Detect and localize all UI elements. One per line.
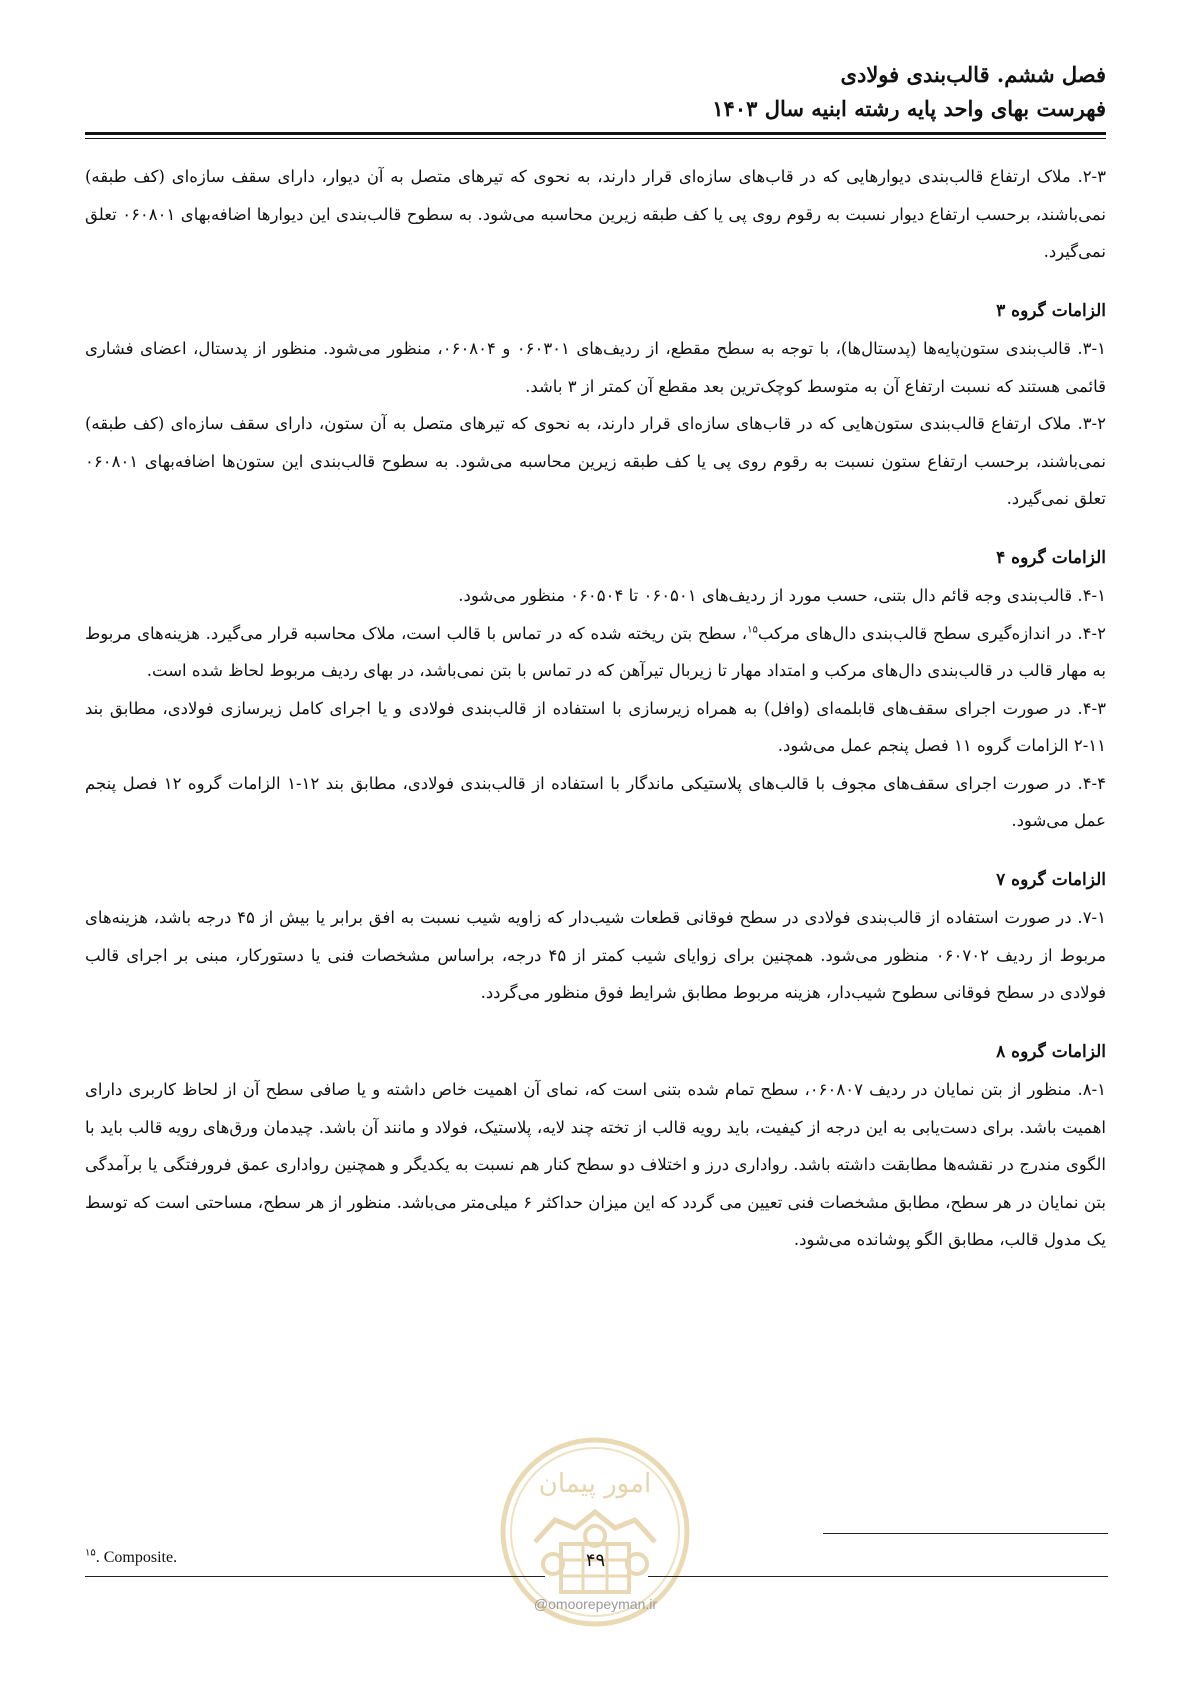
clause-4-2-end: ، سطح بتن ریخته شده که در تماس با قالب است، ملاک محاسبه قرار می‌گیرد. هزینه‌های مربوط به مهار قالب در قالب‌بندی دال‌های مرکب و امتداد مهار تا زیربال تیرآهن که در تماس با بتن نمی‌باشد، در بهای ردیف مربوط لحاظ شده است. [85,623,1106,680]
footer-rule-left [85,1576,545,1577]
header-rule-thick [85,132,1106,135]
clause-4-4: ۴-۴. در صورت اجرای سقف‌های مجوف با قالب‌های پلاستیکی ماندگار با استفاده از قالب‌بندی فولادی، مطابق بند ۱۲-۱ الزامات گروه ۱۲ فصل پنجم عمل می‌شود. [85,773,1106,830]
watermark-text: امور پیمان [538,1469,652,1499]
page-number: ۴۹ [585,1550,606,1571]
header-rule-thin [85,138,1106,139]
clause-4-2 [85,615,1106,690]
footnote-number: ۱۵ [85,1547,96,1559]
price-list-title: فهرست بهای واحد پایه رشته ابنیه سال ۱۴۰۳ [712,96,1106,121]
group-7-section [85,862,1106,1012]
document-body [85,158,1106,1259]
group-8-title: الزامات گروه ۸ [996,1041,1106,1062]
chapter-title: فصل ششم. قالب‌بندی فولادی [840,62,1106,87]
group-4-title: الزامات گروه ۴ [996,547,1106,568]
footer-rule-right [648,1576,1108,1577]
clause-4-3: ۴-۳. در صورت اجرای سقف‌های قابلمه‌ای (وافل) به همراه زیرسازی با استفاده از قالب‌بندی فولادی و یا اجرای کامل زیرسازی فولادی، مطابق بند ۱۱-۲ الزامات گروه ۱۱ فصل پنجم عمل می‌شود. [85,698,1106,755]
clause-8-1: ۸-۱. منظور از بتن نمایان در ردیف ۰۶۰۸۰۷، سطح تمام شده بتنی است که، نمای آن اهمیت خاص داشته و یا صافی سطح آن از لحاظ کاربری دارای اهمیت باشد. برای دست‌یابی به این درجه از کیفیت، باید رویه قالب از تخته چند لایه، پلاستیک، فولاد و مانند آن باشد. چیدمان ورق‌های رویه قالب باید با الگوی مندرج در نقشه‌ها مطابقت داشته باشد. رواداری درز و اختلاف دو سطح کنار هم نسبت به یکدیگر و همچنین رواداری عمق فرورفتگی یا برآمدگی بتن نمایان در هر سطح، مطابق مشخصات فنی تعیین می گردد که این میزان حداکثر ۶ میلی‌متر می‌باشد. منظور از هر سطح، مساحتی است که توسط یک مدول قالب، مطابق الگو پوشانده می‌شود. [85,1080,1107,1249]
group-8-section [85,1034,1106,1259]
clause-4-2-start: ۴-۲. در اندازه‌گیری سطح قالب‌بندی دال‌های مرکب [757,623,1106,643]
clause-3-2: ۳-۲. ملاک ارتفاع قالب‌بندی ستون‌هایی که در قاب‌های سازه‌ای قرار دارند، به نحوی که تیرهای متصل به آن ستون، دارای سقف سازه‌ای (کف طبقه) نمی‌باشند، برحسب ارتفاع ستون نسبت به رقوم روی پی یا کف طبقه زیرین محاسبه می‌شود. به سطوح قالب‌بندی این ستون‌ها اضافه‌بهای ۰۶۰۸۰۱ تعلق نمی‌گیرد. [85,414,1106,508]
group-3-section [85,293,1106,518]
watermark-site: @omoorepeyman.ir [533,1596,658,1612]
clause-4-1: ۴-۱. قالب‌بندی وجه قائم دال بتنی، حسب مورد از ردیف‌های ۰۶۰۵۰۱ تا ۰۶۰۵۰۴ منظور می‌شود. [458,586,1106,605]
clause-3-1: ۳-۱. قالب‌بندی ستون‌پایه‌ها (پدستال‌ها)، با توجه به سطح مقطع، از ردیف‌های ۰۶۰۳۰۱ و ۰۶۰۸۰۴، منظور می‌شود. منظور از پدستال، اعضای فشاری قائمی هستند که نسبت ارتفاع آن به متوسط کوچک‌ترین بعد مقطع آن کمتر از ۳ باشد. [85,339,1106,396]
footnote-reference[interactable]: ۱۵ [747,624,758,635]
page-header [86,58,1106,126]
group-4-section [85,540,1106,840]
clause-2-3: ۲-۳. ملاک ارتفاع قالب‌بندی دیوارهایی که در قاب‌های سازه‌ای قرار دارند، به نحوی که تیرهای متصل به آن دیوار، دارای سقف سازه‌ای (کف طبقه) نمی‌باشند، برحسب ارتفاع دیوار نسبت به رقوم روی پی یا کف طبقه زیرین محاسبه می‌شود. به سطوح قالب‌بندی این دیوارها اضافه‌بهای ۰۶۰۸۰۱ تعلق نمی‌گیرد. [85,167,1106,261]
footnote-rule [823,1533,1108,1534]
clause-7-1: ۷-۱. در صورت استفاده از قالب‌بندی فولادی در سطح فوقانی قطعات شیب‌دار که زاویه شیب نسبت به افق برابر یا بیش از ۴۵ درجه باشد، هزینه‌های مربوط از ردیف ۰۶۰۷۰۲ منظور می‌شود. همچنین برای زوایای شیب کمتر از ۴۵ درجه، براساس مشخصات فنی یا دستورکار، مبنی بر اجرای قالب فولادی در سطح فوقانی سطوح شیب‌دار، هزینه مربوط مطابق شرایط فوق منظور می‌گردد. [85,908,1106,1002]
footnote-text: . Composite. [95,1549,178,1566]
group-7-title: الزامات گروه ۷ [996,869,1106,890]
group-3-title: الزامات گروه ۳ [996,300,1106,321]
